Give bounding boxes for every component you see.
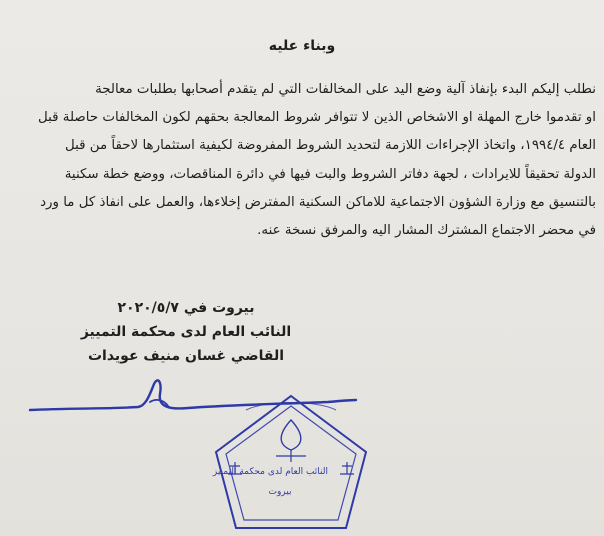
paragraph-line-4: الدولة تحقيقاً للايرادات ، لجهة دفاتر الشروط والبت فيها في دائرة المناقصات، ووضع خطة سكنية: [64, 166, 596, 182]
stamp-text-line-2: بيروت: [268, 487, 292, 497]
body-paragraph: [8, 76, 596, 245]
paragraph-line-3: العام ١٩٩٤/٤، واتخاذ الإجراءات اللازمة لتحديد الشروط المفروضة لكيفية استثمارها لاحقاً من قبل: [64, 138, 596, 154]
section-heading: وبناء عليه: [268, 38, 336, 54]
signature-date: بيروت في ٢٠٢٠/٥/٧: [117, 300, 255, 316]
official-stamp: [206, 392, 376, 536]
paragraph-line-2: او تقدموا خارج المهلة او الاشخاص الذين لا تتوافر شروط المعالجة بحقهم لكون المخالفات حاصلة قبل: [37, 110, 596, 126]
signatory-name: القاضي غسان منيف عويدات: [87, 348, 285, 364]
stamp-text-line-1: النائب العام لدى محكمة التمييز: [212, 467, 328, 477]
paragraph-line-5: بالتنسيق مع وزارة الشؤون الاجتماعية للاماكن السكنية المفترض إخلاءها، والعمل على انفاذ كل ما ورد: [40, 194, 596, 210]
signatory-title: النائب العام لدى محكمة التمييز: [80, 324, 292, 340]
paragraph-line-6: في محضر الاجتماع المشترك المشار اليه والمرفق نسخة عنه.: [257, 223, 596, 239]
paragraph-line-1: نطلب إليكم البدء بإنفاذ آلية وضع اليد على المخالفات التي لم يتقدم أصحابها بطلبات معالجة: [95, 82, 596, 97]
